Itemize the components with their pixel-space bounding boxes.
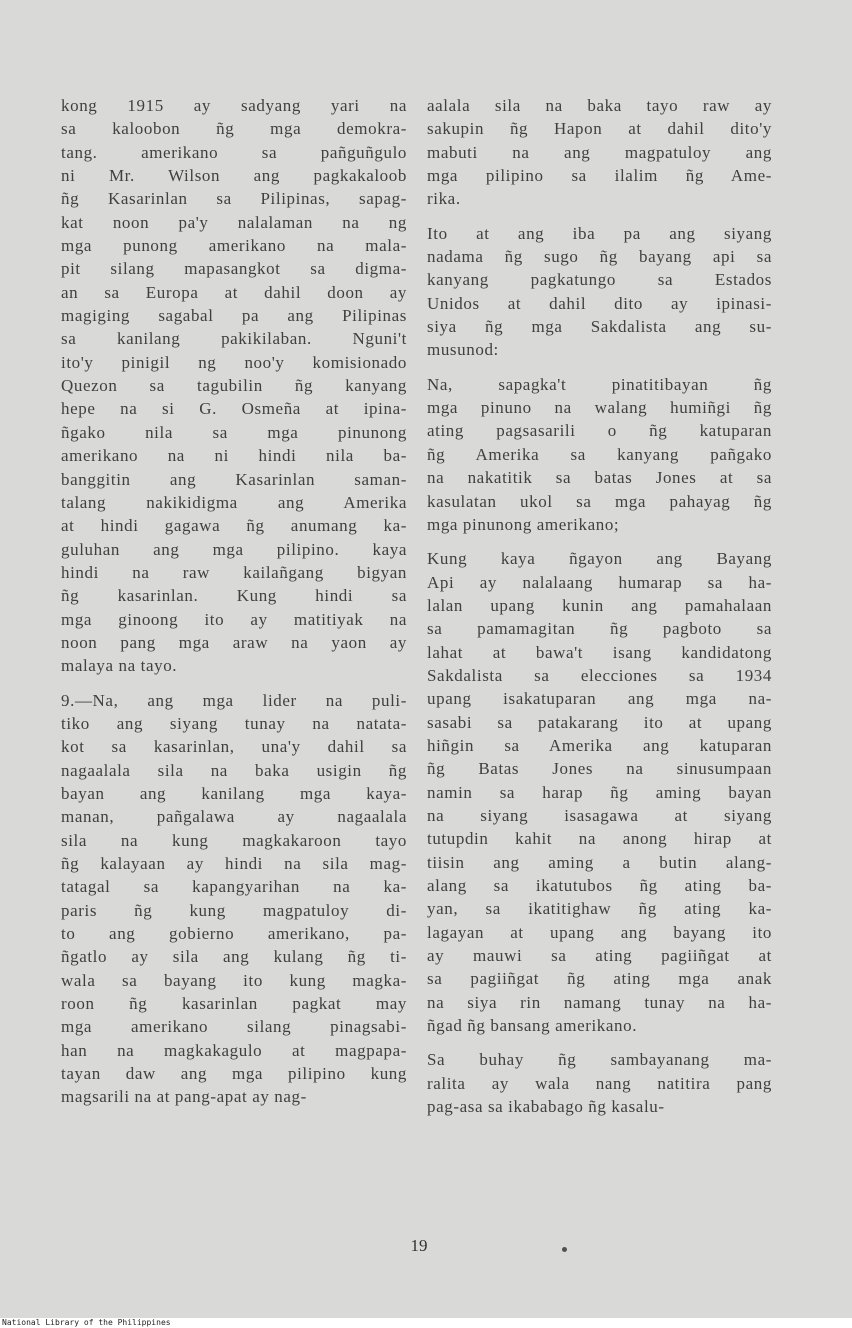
- text-line: musunod:: [427, 340, 499, 360]
- text-line: tiko ang siyang tunay na natata-: [61, 713, 407, 733]
- text-line: na siyang isasagawa at siyang: [427, 805, 772, 825]
- paragraph: [61, 94, 407, 678]
- text-line: bayan ang kanilang mga kaya-: [61, 783, 407, 803]
- text-line: 9.—Na, ang mga lider na puli-: [61, 690, 407, 710]
- text-line: mga pinunong amerikano;: [427, 514, 620, 534]
- text-line: sila na kung magkakaroon tayo: [61, 830, 407, 850]
- text-line: mga amerikano silang pinagsabi-: [61, 1017, 407, 1037]
- text-line: sa kanilang pakikilaban. Nguni't: [61, 329, 407, 349]
- text-line: ñg kasarinlan. Kung hindi sa: [61, 586, 407, 606]
- text-line: sasabi sa patakarang ito at upang: [427, 712, 772, 732]
- text-line: tiisin ang aming a butin alang-: [427, 852, 772, 872]
- text-line: pit silang mapasangkot sa digma-: [61, 259, 407, 279]
- text-line: magiging sagabal pa ang Pilipinas: [61, 306, 407, 326]
- text-line: na siya rin namang tunay na ha-: [427, 992, 772, 1012]
- paragraph: [61, 689, 407, 1109]
- text-line: guluhan ang mga pilipino. kaya: [61, 539, 407, 559]
- text-line: banggitin ang Kasarinlan saman-: [61, 469, 407, 489]
- ink-speck: [562, 1247, 567, 1252]
- text-line: Sakdalista sa elecciones sa 1934: [427, 665, 772, 685]
- text-line: mga ginoong ito ay matitiyak na: [61, 609, 407, 629]
- paragraph-gap: [427, 536, 772, 547]
- text-line: magsarili na at pang-apat ay nag-: [61, 1087, 307, 1107]
- text-line: talang nakikidigma ang Amerika: [61, 492, 407, 512]
- text-line: yan, sa ikatitighaw ñg ating ka-: [427, 899, 772, 919]
- text-line: nagaalala sila na baka usigin ñg: [61, 760, 407, 780]
- text-line: mga pilipino sa ilalim ñg Ame-: [427, 166, 772, 186]
- text-line: lahat at bawa't isang kandidatong: [427, 642, 772, 662]
- text-line: ralita ay wala nang natitira pang: [427, 1073, 772, 1093]
- page-number: 19: [410, 1236, 428, 1255]
- paragraph: [427, 1048, 772, 1118]
- paragraph-gap: [61, 678, 407, 689]
- paragraph: [427, 94, 772, 211]
- text-line: wala sa bayang ito kung magka-: [61, 970, 407, 990]
- left-column: [61, 94, 407, 1109]
- text-line: ñgad ñg bansang amerikano.: [427, 1016, 638, 1036]
- text-line: ñgatlo ay sila ang kulang ñg ti-: [61, 947, 407, 967]
- text-line: na nakatitik sa batas Jones at sa: [427, 468, 772, 488]
- right-column: [427, 94, 772, 1118]
- text-line: kasulatan ukol sa mga pahayag ñg: [427, 491, 772, 511]
- text-line: tang. amerikano sa pañguñgulo: [61, 142, 407, 162]
- text-line: paris ñg kung magpatuloy di-: [61, 900, 407, 920]
- text-line: mga punong amerikano na mala-: [61, 236, 407, 256]
- text-line: Unidos at dahil dito ay ipinasi-: [427, 293, 772, 313]
- text-line: tatagal sa kapangyarihan na ka-: [61, 877, 407, 897]
- text-line: to ang gobierno amerikano, pa-: [61, 924, 407, 944]
- text-line: tayan daw ang mga pilipino kung: [61, 1064, 407, 1084]
- text-line: hepe na si G. Osmeña at ipina-: [61, 399, 407, 419]
- text-line: sa pagiiñgat ñg ating mga anak: [427, 969, 772, 989]
- text-line: at hindi gagawa ñg anumang ka-: [61, 516, 407, 536]
- text-line: ay mauwi sa ating pagiiñgat at: [427, 946, 772, 966]
- text-line: aalala sila na baka tayo raw ay: [427, 96, 772, 115]
- text-line: lalan upang kunin ang pamahalaan: [427, 595, 772, 615]
- text-line: nadama ñg sugo ñg bayang api sa: [427, 247, 772, 267]
- text-line: Api ay nalalaang humarap sa ha-: [427, 572, 772, 592]
- text-line: sa kaloobon ñg mga demokra-: [61, 119, 407, 139]
- text-line: Quezon sa tagubilin ñg kanyang: [61, 376, 407, 396]
- text-line: Sa buhay ñg sambayanang ma-: [427, 1050, 772, 1070]
- text-line: amerikano na ni hindi nila ba-: [61, 446, 407, 466]
- paragraph: [427, 547, 772, 1037]
- text-line: upang isakatuparan ang mga na-: [427, 689, 772, 709]
- text-line: ñg Amerika sa kanyang pañgako: [427, 444, 772, 464]
- text-line: ni Mr. Wilson ang pagkakaloob: [61, 166, 407, 186]
- text-line: ñg kalayaan ay hindi na sila mag-: [61, 854, 407, 873]
- text-line: sa pamamagitan ñg pagboto sa: [427, 619, 772, 639]
- text-line: roon ñg kasarinlan pagkat may: [61, 994, 407, 1014]
- text-line: ito'y pinigil ng noo'y komisionado: [61, 352, 407, 372]
- paragraph-gap: [427, 362, 772, 373]
- text-line: ñg Kasarinlan sa Pilipinas, sapag-: [61, 189, 407, 209]
- paragraph-gap: [427, 1037, 772, 1048]
- text-line: siya ñg mga Sakdalista ang su-: [427, 317, 772, 337]
- text-line: hiñgin sa Amerika ang katuparan: [427, 735, 772, 755]
- text-line: Na, sapagka't pinatitibayan ñg: [427, 374, 772, 394]
- text-line: malaya na tayo.: [61, 656, 178, 676]
- text-line: pag-asa sa ikababago ñg kasalu-: [427, 1097, 665, 1117]
- text-line: Ito at ang iba pa ang siyang: [427, 223, 772, 243]
- text-line: kong 1915 ay sadyang yari na: [61, 96, 407, 115]
- paragraph-gap: [427, 211, 772, 222]
- text-line: kat noon pa'y nalalaman na ng: [61, 212, 407, 232]
- text-line: ñgako nila sa mga pinunong: [61, 422, 407, 442]
- text-line: manan, pañgalawa ay nagaalala: [61, 807, 407, 827]
- text-line: namin sa harap ñg aming bayan: [427, 782, 772, 802]
- text-line: tutupdin kahit na anong hirap at: [427, 829, 772, 849]
- text-line: mabuti na ang magpatuloy ang: [427, 142, 772, 162]
- text-line: ating pagsasarili o ñg katuparan: [427, 421, 772, 441]
- text-line: sakupin ñg Hapon at dahil dito'y: [427, 119, 772, 139]
- paragraph: [427, 373, 772, 536]
- text-line: han na magkakagulo at magpapa-: [61, 1040, 407, 1060]
- text-line: lagayan at upang ang bayang ito: [427, 922, 772, 942]
- text-line: kanyang pagkatungo sa Estados: [427, 270, 772, 290]
- text-line: Kung kaya ñgayon ang Bayang: [427, 549, 772, 569]
- text-line: alang sa ikatutubos ñg ating ba-: [427, 876, 772, 895]
- paragraph: [427, 222, 772, 362]
- footer-credit: National Library of the Philippines: [2, 1318, 171, 1327]
- text-line: mga pinuno na walang humiñgi ñg: [427, 398, 772, 418]
- text-line: noon pang mga araw na yaon ay: [61, 632, 407, 652]
- text-line: kot sa kasarinlan, una'y dahil sa: [61, 737, 407, 757]
- text-line: hindi na raw kailañgang bigyan: [61, 562, 407, 582]
- text-line: an sa Europa at dahil doon ay: [61, 282, 407, 302]
- text-line: ñg Batas Jones na sinusumpaan: [427, 759, 772, 779]
- text-line: rika.: [427, 189, 461, 209]
